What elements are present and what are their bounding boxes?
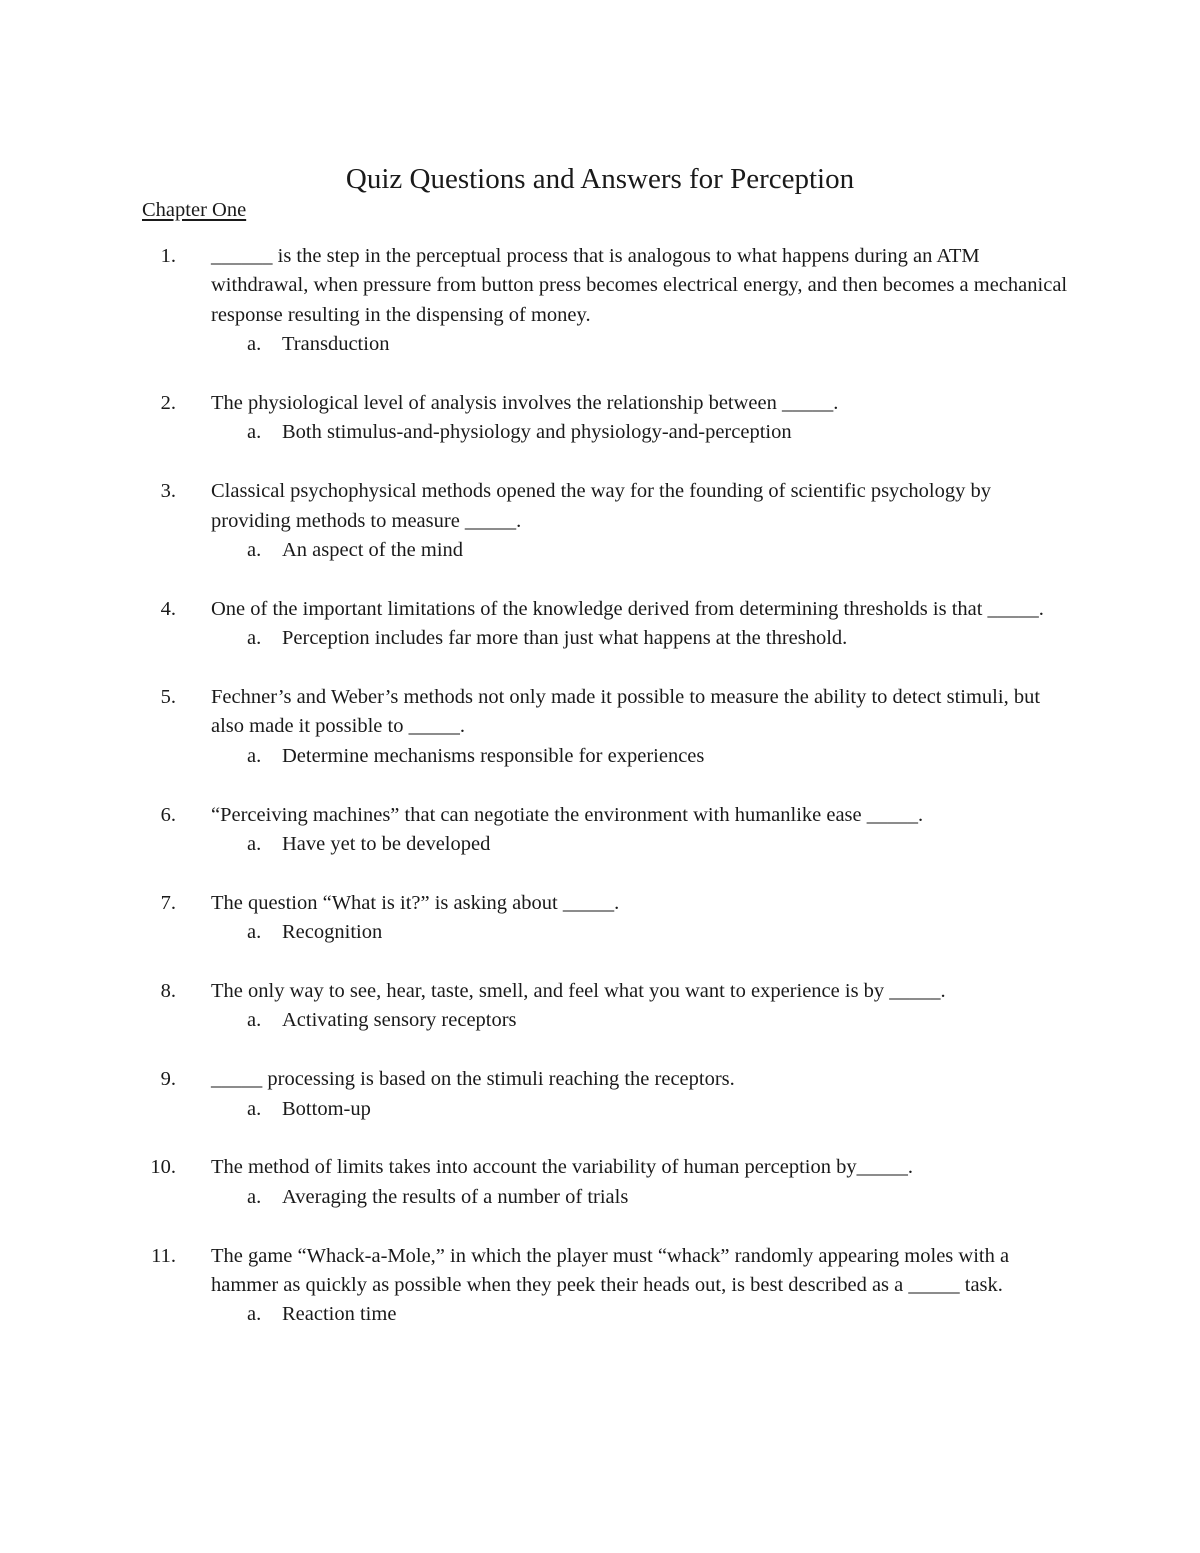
answer-letter: a.	[247, 1185, 262, 1208]
question-text: The only way to see, hear, taste, smell, and feel what you want to experience is by _____.	[211, 980, 946, 1003]
question-item	[142, 1242, 1072, 1330]
answer-item	[211, 1006, 1072, 1035]
answer-item	[211, 330, 1072, 359]
question-number-text: 6.	[160, 803, 176, 826]
answer-letter: a.	[247, 627, 262, 650]
question-item	[142, 1153, 1072, 1212]
question-text: The method of limits takes into account the variability of human perception by_____.	[211, 1156, 913, 1179]
question-number-text: 4.	[160, 597, 176, 620]
answer-text: Determine mechanisms responsible for experiences	[282, 744, 705, 767]
question-number-text: 1.	[160, 245, 176, 267]
question-text: “Perceiving machines” that can negotiate the environment with humanlike ease _____.	[211, 803, 924, 826]
question-text: The question “What is it?” is asking about _____.	[211, 891, 620, 914]
question-text: Fechner’s and Weber’s methods not only made it possible to measure the ability to detect stimuli, but also made it possible to _____.	[211, 686, 1041, 738]
question-item	[142, 801, 1072, 860]
answer-letter: a.	[247, 333, 262, 356]
answer-item	[211, 1095, 1072, 1124]
answer-text: Transduction	[282, 333, 390, 356]
question-item	[142, 389, 1072, 448]
question-item	[142, 595, 1072, 654]
question-number-text: 9.	[160, 1068, 176, 1091]
question-number-text: 5.	[160, 686, 176, 709]
answer-item	[211, 742, 1072, 771]
question-item	[142, 683, 1072, 771]
question-text: Classical psychophysical methods opened the way for the founding of scientific psychology by providing methods to measure _____.	[211, 480, 991, 532]
answer-item	[211, 830, 1072, 859]
answer-item	[211, 1300, 1072, 1329]
answer-letter: a.	[247, 421, 262, 444]
question-item	[142, 1065, 1072, 1124]
question-text: One of the important limitations of the knowledge derived from determining thresholds is that _____.	[211, 597, 1044, 620]
answer-item	[211, 624, 1072, 653]
answer-letter: a.	[247, 539, 262, 562]
answer-letter: a.	[247, 921, 262, 944]
question-item	[142, 889, 1072, 948]
answer-text: Recognition	[282, 921, 383, 944]
answer-item	[211, 418, 1072, 447]
question-number-text: 11.	[151, 1244, 176, 1267]
question-text: The physiological level of analysis involves the relationship between _____.	[211, 392, 839, 415]
answer-item	[211, 1183, 1072, 1212]
chapter-heading: Chapter One	[142, 199, 247, 221]
question-number-text: 10.	[150, 1156, 176, 1179]
answer-letter: a.	[247, 1097, 262, 1120]
question-text: The game “Whack-a-Mole,” in which the player must “whack” randomly appearing moles with a hammer as quickly as possible when they peek their heads out, is best described as a _____ task.	[211, 1244, 1010, 1297]
answer-text: An aspect of the mind	[282, 539, 464, 562]
document-title: Quiz Questions and Answers for Perception	[345, 163, 855, 196]
question-text: ______ is the step in the perceptual process that is analogous to what happens during an ATM withdrawal, when pressure from button press becomes electrical energy, and then becomes a mechanical response resulting in the dispensing of money.	[211, 245, 1068, 326]
answer-text: Reaction time	[282, 1303, 397, 1326]
answer-letter: a.	[247, 1303, 262, 1326]
question-number-text: 8.	[160, 980, 176, 1003]
question-number-text: 2.	[160, 392, 176, 415]
answer-text: Have yet to be developed	[282, 833, 491, 856]
question-item	[142, 477, 1072, 565]
question-item	[142, 242, 1072, 360]
answer-letter: a.	[247, 744, 262, 767]
answer-text: Averaging the results of a number of trials	[282, 1185, 629, 1208]
answer-text: Perception includes far more than just what happens at the threshold.	[282, 627, 848, 650]
answer-letter: a.	[247, 1009, 262, 1032]
answer-text: Bottom-up	[282, 1097, 371, 1120]
answer-item	[211, 536, 1072, 565]
answer-letter: a.	[247, 833, 262, 856]
answer-text: Both stimulus-and-physiology and physiology-and-perception	[282, 421, 792, 444]
question-item	[142, 977, 1072, 1036]
question-text: _____ processing is based on the stimuli reaching the receptors.	[211, 1068, 735, 1091]
question-list	[142, 242, 1072, 1359]
answer-text: Activating sensory receptors	[282, 1009, 517, 1032]
answer-item	[211, 918, 1072, 947]
question-number-text: 3.	[160, 480, 176, 503]
question-number-text: 7.	[160, 891, 176, 914]
